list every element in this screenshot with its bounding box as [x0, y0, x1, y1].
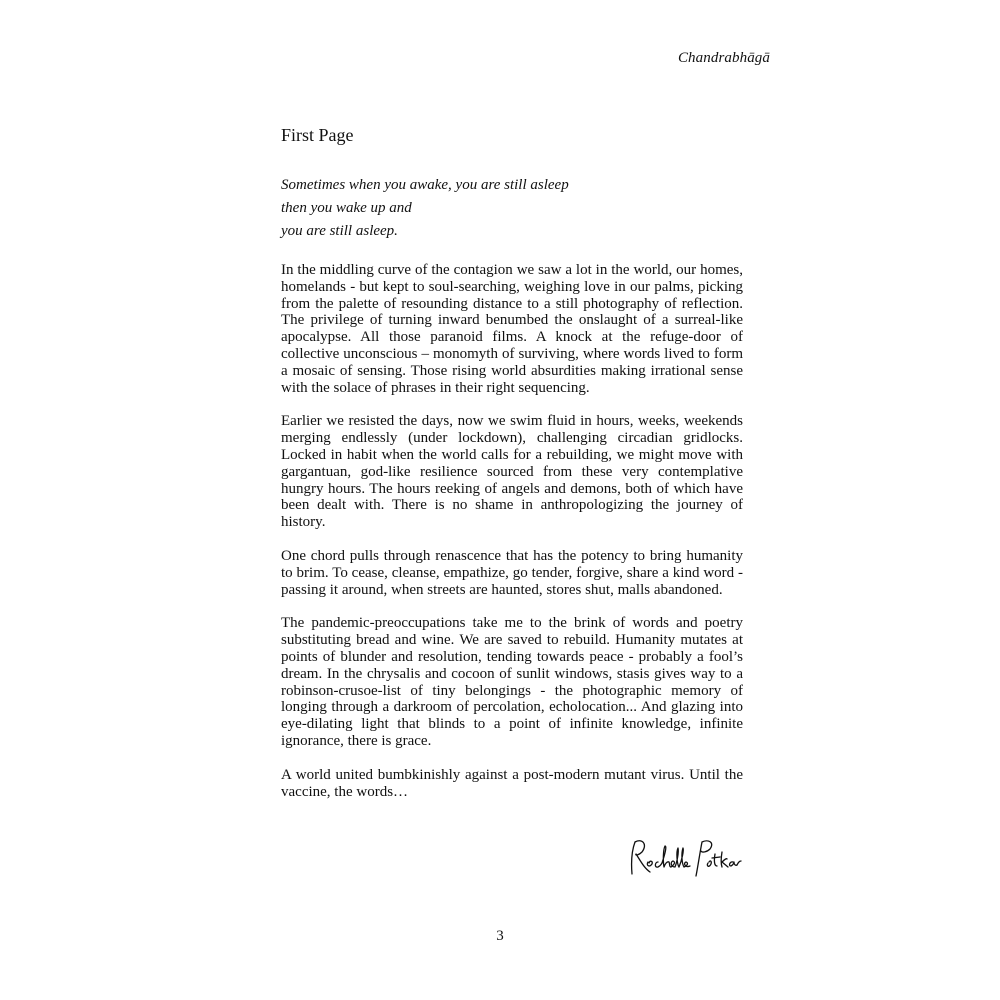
running-header: Chandrabhāgā [677, 50, 770, 66]
body-paragraph: A world united bumbkinishly against a post-modern mutant virus. Until the vaccine, the words… [281, 766, 743, 800]
epigraph-line: then you wake up and [281, 200, 412, 216]
body-paragraph: In the middling curve of the contagion we saw a lot in the world, our homes, homelands - but kept to soul-searching, weighing love in our palms, picking from the palette of resounding distance to a still photography of reflection. The privilege of turning inward benumbed the onslaught of a surreal-like apocalypse. All those paranoid films. A knock at the refuge-door of collective unconscious – monomyth of surviving, where words lived to form a mosaic of sensing. Those rising world absurdities making irrational sense with the solace of phrases in their right sequencing. [281, 262, 743, 396]
epigraph-line: Sometimes when you awake, you are still asleep [281, 177, 569, 193]
page-content [281, 122, 743, 817]
epigraph [281, 174, 743, 243]
body-paragraph: The pandemic-preoccupations take me to the brink of words and poetry substituting bread and wine. We are saved to rebuild. Humanity mutates at points of blunder and resolution, tending towards peace - probably a fool’s dream. In the chrysalis and cocoon of sunlit windows, stasis gives way to a robinson-crusoe-list of tiny belongings - the photographic memory of longing through a darkroom of percolation, echolocation... And glazing into eye-dilating light that blinds to a point of infinite knowledge, infinite ignorance, there is grace. [281, 615, 743, 749]
body-paragraph: Earlier we resisted the days, now we swim fluid in hours, weeks, weekends merging endlessly (under lockdown), challenging circadian gridlocks. Locked in habit when the world calls for a rebuilding, we might move with gargantuan, god-like resilience sourced from these very contemplative hungry hours. The hours reeking of angels and demons, both of which have been dealt with. There is no shame in anthropologizing the journey of history. [281, 413, 743, 531]
page-number: 3 [496, 928, 504, 944]
epigraph-line: you are still asleep. [281, 223, 398, 239]
author-signature [622, 832, 742, 882]
page-title: First Page [281, 125, 354, 145]
body-paragraph: One chord pulls through renascence that has the potency to bring humanity to brim. To cease, cleanse, empathize, go tender, forgive, share a kind word - passing it around, when streets are haunted, stores shut, malls abandoned. [281, 547, 743, 598]
